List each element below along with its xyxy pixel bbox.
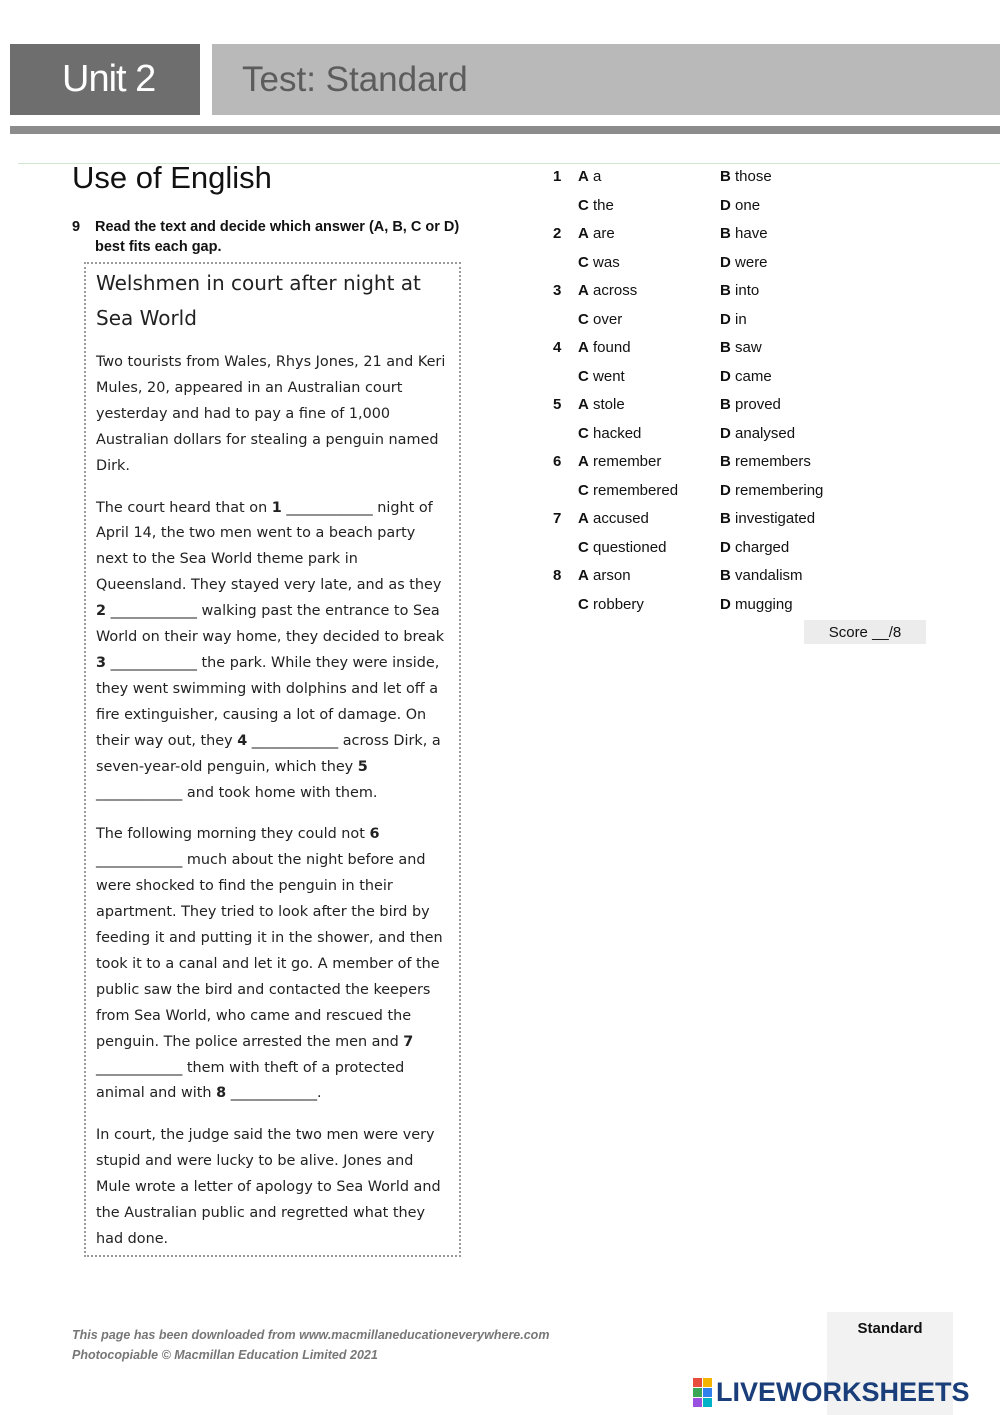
footer-copyright: Photocopiable © Macmillan Education Limited 2021 bbox=[72, 1348, 378, 1362]
footer-source bbox=[72, 1325, 549, 1365]
option-a[interactable]: A stole bbox=[578, 396, 625, 413]
liveworksheets-wordmark: LIVEWORKSHEETS bbox=[716, 1376, 970, 1407]
article-paragraph-4: In court, the judge said the two men were very stupid and were lucky to be alive. Jones and Mule wrote a letter of apology to Sea World and the Australian public and regretted what they had done. bbox=[96, 1127, 441, 1247]
logo-block bbox=[693, 1378, 702, 1387]
option-b[interactable]: B vandalism bbox=[720, 567, 803, 584]
question-8-row-ab bbox=[553, 562, 953, 590]
footer-download-note: This page has been downloaded from www.macmillaneducationeverywhere.com bbox=[72, 1328, 550, 1342]
option-b[interactable]: B have bbox=[720, 225, 768, 242]
option-c[interactable]: C was bbox=[578, 253, 620, 271]
option-a[interactable]: A found bbox=[578, 339, 631, 356]
liveworksheets-icon bbox=[693, 1378, 712, 1407]
option-a[interactable]: A remember bbox=[578, 453, 662, 470]
exercise-number: 9 bbox=[72, 219, 81, 235]
logo-block bbox=[703, 1398, 712, 1407]
section-title: Use of English bbox=[72, 160, 272, 195]
option-c[interactable]: C went bbox=[578, 367, 625, 385]
question-1-row-cd bbox=[553, 192, 953, 220]
logo-block bbox=[703, 1378, 712, 1387]
option-b[interactable]: B proved bbox=[720, 396, 781, 413]
question-number: 3 bbox=[553, 282, 562, 299]
question-4-row-cd bbox=[553, 363, 953, 391]
question-5-row-ab bbox=[553, 391, 953, 419]
question-4-row-ab bbox=[553, 334, 953, 362]
option-c[interactable]: C remembered bbox=[578, 481, 679, 499]
option-a[interactable]: A accused bbox=[578, 510, 649, 527]
option-a[interactable]: A arson bbox=[578, 567, 631, 584]
question-number: 2 bbox=[553, 225, 562, 242]
option-d[interactable]: D analysed bbox=[720, 424, 796, 442]
question-number: 6 bbox=[553, 453, 562, 470]
option-c[interactable]: C hacked bbox=[578, 424, 642, 442]
question-3-row-cd bbox=[553, 306, 953, 334]
article-paragraph-2: The court heard that on 1 ____________ night of April 14, the two men went to a beach party next to the Sea World theme park in Queensland. They stayed very late, and as they 2 ____________ walking past the entrance to Sea World on their way home, they decided to break 3 ____________ the park. While they were inside, they went swimming with dolphins and let off a fire extinguisher, causing a lot of damage. On their way out, they 4 ____________ across Dirk, a seven-year-old penguin, which they 5 ____________ and took home with them. bbox=[96, 499, 445, 801]
option-d[interactable]: D in bbox=[720, 310, 747, 328]
question-8-row-cd bbox=[553, 591, 953, 619]
question-1-row-ab bbox=[553, 163, 953, 191]
instruction-text: Read the text and decide which answer (A, B, C or D) best fits each gap. bbox=[95, 219, 460, 255]
option-b[interactable]: B those bbox=[720, 168, 772, 185]
unit-label: Unit 2 bbox=[10, 44, 200, 115]
option-c[interactable]: C over bbox=[578, 310, 623, 328]
option-d[interactable]: D remembering bbox=[720, 481, 824, 499]
question-3-row-ab bbox=[553, 277, 953, 305]
option-c[interactable]: C the bbox=[578, 196, 614, 214]
liveworksheets-logo[interactable] bbox=[693, 1375, 970, 1409]
question-2-row-ab bbox=[553, 220, 953, 248]
gap-8-number: 8 bbox=[216, 1085, 227, 1102]
question-6-row-cd bbox=[553, 477, 953, 505]
test-title: Test: Standard bbox=[212, 44, 1000, 115]
option-d[interactable]: D charged bbox=[720, 538, 790, 556]
score-box: Score __/8 bbox=[804, 620, 926, 644]
gap-6-number: 6 bbox=[369, 826, 380, 843]
gap-2-number: 2 bbox=[96, 603, 107, 620]
logo-block bbox=[703, 1388, 712, 1397]
article-title: Welshmen in court after night at Sea World bbox=[96, 271, 421, 330]
option-c[interactable]: C questioned bbox=[578, 538, 667, 556]
gap-3-number: 3 bbox=[96, 654, 107, 671]
gap-1-number: 1 bbox=[271, 499, 282, 516]
question-7-row-cd bbox=[553, 534, 953, 562]
logo-block bbox=[693, 1398, 702, 1407]
question-number: 1 bbox=[553, 168, 562, 185]
option-b[interactable]: B remembers bbox=[720, 453, 811, 470]
gap-4-number: 4 bbox=[237, 732, 248, 749]
question-6-row-ab bbox=[553, 448, 953, 476]
option-b[interactable]: B into bbox=[720, 282, 760, 299]
question-number: 8 bbox=[553, 567, 562, 584]
option-d[interactable]: D mugging bbox=[720, 595, 793, 613]
option-a[interactable]: A across bbox=[578, 282, 638, 299]
header-divider bbox=[10, 126, 1000, 134]
option-d[interactable]: D one bbox=[720, 196, 761, 214]
option-d[interactable]: D came bbox=[720, 367, 772, 385]
option-d[interactable]: D were bbox=[720, 253, 768, 271]
logo-block bbox=[693, 1388, 702, 1397]
level-label: Standard bbox=[857, 1320, 923, 1337]
article-paragraph-3: The following morning they could not 6 ____________ much about the night before and were shocked to find the penguin in their apartment. They tried to look after the bird by feeding it and putting it in the shower, and then took it to a canal and let it go. A member of the public saw the bird and contacted the keepers from Sea World, who came and rescued the penguin. The police arrested the men and 7 ____________ them with theft of a protected animal and with 8 ____________. bbox=[96, 826, 443, 1102]
question-number: 7 bbox=[553, 510, 562, 527]
option-a[interactable]: A a bbox=[578, 168, 602, 185]
gap-5-number: 5 bbox=[357, 758, 368, 775]
article-paragraph-1: Two tourists from Wales, Rhys Jones, 21 and Keri Mules, 20, appeared in an Australian court yesterday and had to pay a fine of 1,000 Australian dollars for stealing a penguin named Dirk. bbox=[96, 354, 446, 474]
option-b[interactable]: B saw bbox=[720, 339, 762, 356]
question-5-row-cd bbox=[553, 420, 953, 448]
question-2-row-cd bbox=[553, 249, 953, 277]
question-number: 5 bbox=[553, 396, 562, 413]
article-box bbox=[84, 262, 461, 1257]
question-7-row-ab bbox=[553, 505, 953, 533]
gap-7-number: 7 bbox=[403, 1033, 414, 1050]
exercise-instruction bbox=[72, 217, 472, 257]
question-number: 4 bbox=[553, 339, 562, 356]
option-c[interactable]: C robbery bbox=[578, 595, 644, 613]
option-b[interactable]: B investigated bbox=[720, 510, 816, 527]
option-a[interactable]: A are bbox=[578, 225, 615, 242]
